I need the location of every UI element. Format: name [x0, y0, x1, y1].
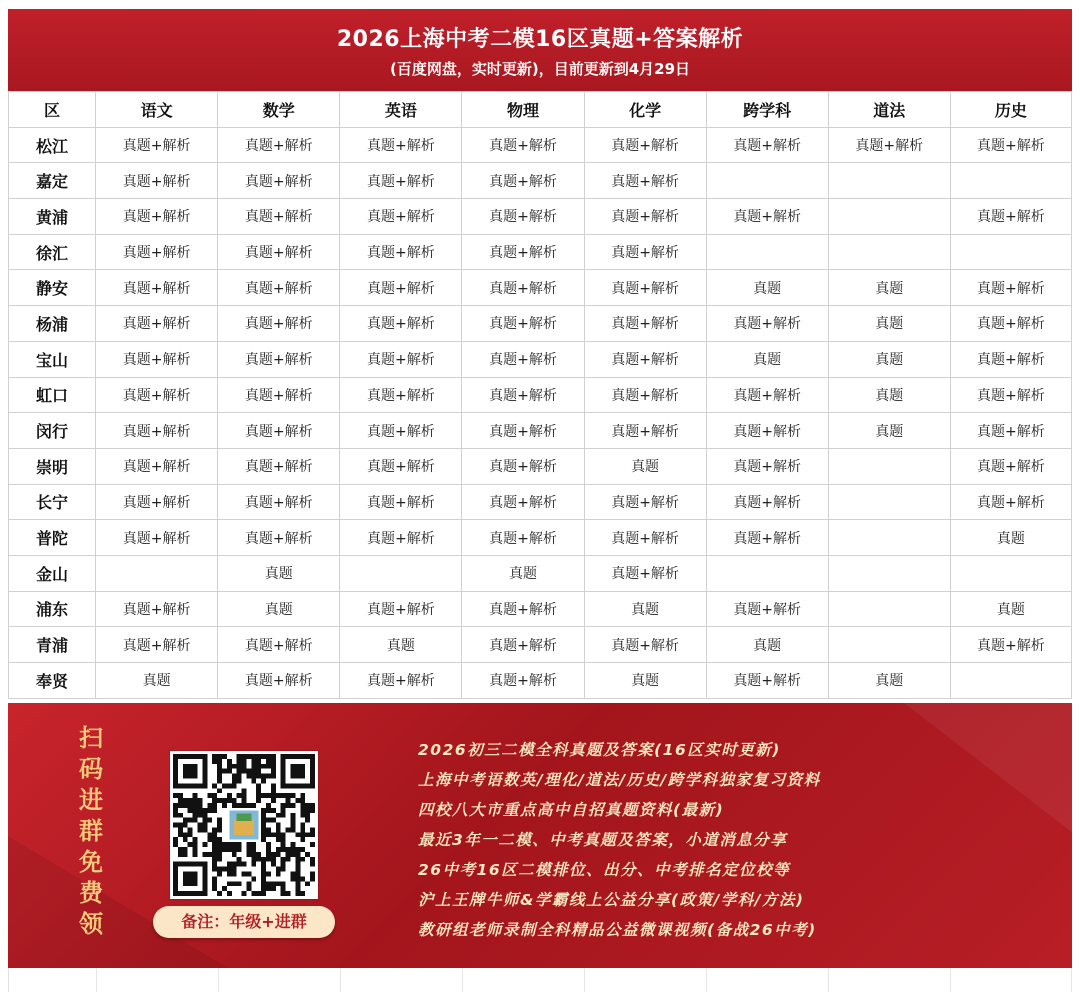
vertical-char: 码	[79, 755, 103, 783]
resource-cell: 真题+解析	[462, 234, 584, 270]
resource-cell: 真题+解析	[462, 341, 584, 377]
resource-cell: 真题+解析	[950, 127, 1071, 163]
header-banner	[8, 9, 1072, 91]
resource-cell: 真题+解析	[218, 413, 340, 449]
resource-cell: 真题+解析	[340, 306, 462, 342]
column-header: 道法	[828, 92, 950, 128]
resource-cell: 真题	[584, 448, 706, 484]
resource-cell: 真题+解析	[218, 234, 340, 270]
resource-cell: 真题+解析	[584, 484, 706, 520]
district-cell: 虹口	[9, 377, 96, 413]
resource-cell: 真题+解析	[706, 484, 828, 520]
resource-cell: 真题	[950, 520, 1071, 556]
resource-cell	[828, 591, 950, 627]
promo-line: 最近3年一二模、中考真题及答案，小道消息分享	[418, 831, 788, 849]
column-header: 跨学科	[706, 92, 828, 128]
poster-frame	[8, 9, 1072, 699]
resource-cell: 真题	[462, 555, 584, 591]
table-row	[9, 484, 1072, 520]
resource-cell: 真题+解析	[462, 413, 584, 449]
resource-cell: 真题+解析	[340, 270, 462, 306]
tail-divider	[950, 968, 951, 992]
resource-cell: 真题	[584, 663, 706, 699]
resource-cell: 真题	[828, 377, 950, 413]
resource-cell	[950, 663, 1071, 699]
table-row	[9, 520, 1072, 556]
resource-cell: 真题+解析	[218, 520, 340, 556]
resource-cell: 真题+解析	[584, 627, 706, 663]
resource-cell	[828, 234, 950, 270]
column-header-district: 区	[9, 92, 96, 128]
district-cell: 奉贤	[9, 663, 96, 699]
resource-cell	[706, 234, 828, 270]
resource-cell: 真题+解析	[584, 377, 706, 413]
resource-cell: 真题+解析	[218, 163, 340, 199]
resource-cell: 真题+解析	[584, 270, 706, 306]
resource-cell: 真题+解析	[96, 448, 218, 484]
district-cell: 浦东	[9, 591, 96, 627]
resource-cell	[340, 555, 462, 591]
resource-cell: 真题+解析	[340, 127, 462, 163]
resource-cell	[828, 199, 950, 235]
table-row	[9, 306, 1072, 342]
column-header: 语文	[96, 92, 218, 128]
resource-cell: 真题+解析	[340, 591, 462, 627]
exam-table	[8, 91, 1072, 699]
resource-cell: 真题	[706, 341, 828, 377]
resource-cell: 真题+解析	[706, 377, 828, 413]
resource-cell: 真题+解析	[950, 199, 1071, 235]
resource-cell: 真题+解析	[218, 663, 340, 699]
resource-cell: 真题+解析	[96, 627, 218, 663]
resource-cell: 真题+解析	[96, 127, 218, 163]
promo-lines	[418, 735, 1058, 945]
resource-cell: 真题+解析	[218, 484, 340, 520]
page-title: 2026上海中考二模16区真题+答案解析	[336, 27, 744, 52]
resource-cell	[828, 448, 950, 484]
table-row	[9, 234, 1072, 270]
resource-cell	[828, 555, 950, 591]
resource-cell: 真题+解析	[96, 270, 218, 306]
resource-cell: 真题	[706, 627, 828, 663]
resource-cell: 真题	[828, 341, 950, 377]
district-cell: 杨浦	[9, 306, 96, 342]
district-cell: 黄浦	[9, 199, 96, 235]
tail-divider	[1071, 968, 1072, 992]
resource-cell: 真题+解析	[96, 234, 218, 270]
resource-cell: 真题+解析	[706, 199, 828, 235]
resource-cell: 真题+解析	[462, 199, 584, 235]
resource-cell: 真题+解析	[340, 663, 462, 699]
table-row	[9, 163, 1072, 199]
vertical-char: 扫	[79, 724, 103, 752]
resource-cell	[950, 555, 1071, 591]
district-cell: 崇明	[9, 448, 96, 484]
resource-cell: 真题	[218, 555, 340, 591]
district-cell: 徐汇	[9, 234, 96, 270]
resource-cell: 真题+解析	[96, 341, 218, 377]
resource-cell: 真题	[96, 663, 218, 699]
table-row	[9, 448, 1072, 484]
resource-cell: 真题+解析	[218, 377, 340, 413]
resource-cell: 真题+解析	[462, 627, 584, 663]
resource-cell: 真题+解析	[218, 127, 340, 163]
vertical-char: 进	[79, 786, 103, 814]
resource-cell: 真题+解析	[340, 377, 462, 413]
resource-cell: 真题+解析	[218, 306, 340, 342]
vertical-char: 领	[79, 910, 103, 938]
resource-cell: 真题+解析	[828, 127, 950, 163]
resource-cell: 真题+解析	[584, 199, 706, 235]
page-subtitle: (百度网盘，实时更新)，目前更新到4月29日	[389, 60, 691, 78]
resource-cell: 真题	[828, 663, 950, 699]
resource-cell	[950, 234, 1071, 270]
promo-panel	[8, 703, 1072, 968]
resource-cell: 真题+解析	[706, 127, 828, 163]
promo-line: 26中考16区二模排位、出分、中考排名定位校等	[418, 861, 791, 879]
table-row	[9, 413, 1072, 449]
resource-cell: 真题+解析	[950, 341, 1071, 377]
district-cell: 嘉定	[9, 163, 96, 199]
resource-cell: 真题+解析	[218, 341, 340, 377]
resource-cell: 真题+解析	[584, 127, 706, 163]
table-row	[9, 555, 1072, 591]
resource-cell: 真题+解析	[340, 520, 462, 556]
column-header: 英语	[340, 92, 462, 128]
resource-cell	[828, 484, 950, 520]
resource-cell: 真题+解析	[218, 270, 340, 306]
tail-divider	[218, 968, 219, 992]
resource-cell: 真题+解析	[706, 591, 828, 627]
resource-cell: 真题+解析	[218, 627, 340, 663]
promo-line: 四校八大市重点高中自招真题资料(最新)	[418, 801, 725, 819]
resource-cell: 真题+解析	[340, 413, 462, 449]
resource-cell: 真题+解析	[462, 163, 584, 199]
tail-divider	[462, 968, 463, 992]
resource-cell: 真题+解析	[96, 413, 218, 449]
note-pill: 备注：年级+进群	[153, 906, 335, 938]
table-tail	[8, 968, 1073, 992]
resource-cell: 真题+解析	[462, 377, 584, 413]
table-row	[9, 663, 1072, 699]
tail-divider	[828, 968, 829, 992]
district-cell: 青浦	[9, 627, 96, 663]
resource-cell: 真题	[828, 270, 950, 306]
table-row	[9, 199, 1072, 235]
column-header: 历史	[950, 92, 1071, 128]
resource-cell: 真题+解析	[950, 270, 1071, 306]
tail-divider	[340, 968, 341, 992]
resource-cell: 真题+解析	[706, 520, 828, 556]
vertical-char: 免	[79, 848, 103, 876]
promo-line: 2026初三二模全科真题及答案(16区实时更新)	[418, 741, 781, 759]
resource-cell: 真题	[706, 270, 828, 306]
resource-cell: 真题	[828, 413, 950, 449]
resource-cell: 真题+解析	[584, 306, 706, 342]
district-cell: 金山	[9, 555, 96, 591]
resource-cell	[828, 163, 950, 199]
resource-cell: 真题+解析	[706, 448, 828, 484]
resource-cell: 真题+解析	[950, 377, 1071, 413]
column-header: 物理	[462, 92, 584, 128]
resource-cell: 真题+解析	[462, 127, 584, 163]
district-cell: 长宁	[9, 484, 96, 520]
resource-cell: 真题+解析	[584, 163, 706, 199]
tail-divider	[706, 968, 707, 992]
resource-cell: 真题+解析	[706, 306, 828, 342]
table-header-row	[9, 92, 1072, 128]
resource-cell: 真题+解析	[340, 341, 462, 377]
resource-cell: 真题+解析	[96, 306, 218, 342]
table-row	[9, 377, 1072, 413]
resource-cell: 真题	[218, 591, 340, 627]
resource-cell: 真题+解析	[950, 413, 1071, 449]
table-row	[9, 127, 1072, 163]
resource-cell	[828, 520, 950, 556]
resource-cell	[706, 555, 828, 591]
promo-line: 上海中考语数英/理化/道法/历史/跨学科独家复习资料	[418, 771, 821, 789]
resource-cell: 真题+解析	[462, 306, 584, 342]
resource-cell: 真题+解析	[462, 270, 584, 306]
resource-cell: 真题+解析	[96, 484, 218, 520]
resource-cell	[706, 163, 828, 199]
table-row	[9, 591, 1072, 627]
district-cell: 静安	[9, 270, 96, 306]
qr-code-icon[interactable]	[170, 751, 318, 899]
resource-cell	[828, 627, 950, 663]
vertical-char: 费	[79, 879, 103, 907]
promo-line: 教研组老师录制全科精品公益微课视频(备战26中考)	[418, 921, 817, 939]
resource-cell: 真题	[340, 627, 462, 663]
column-header: 化学	[584, 92, 706, 128]
resource-cell: 真题	[584, 591, 706, 627]
resource-cell: 真题	[828, 306, 950, 342]
resource-cell: 真题+解析	[462, 591, 584, 627]
resource-cell: 真题+解析	[462, 663, 584, 699]
resource-cell: 真题+解析	[706, 663, 828, 699]
tail-divider	[584, 968, 585, 992]
resource-cell: 真题+解析	[462, 520, 584, 556]
resource-cell: 真题	[950, 591, 1071, 627]
resource-cell: 真题+解析	[706, 413, 828, 449]
resource-cell: 真题+解析	[584, 341, 706, 377]
district-cell: 闵行	[9, 413, 96, 449]
district-cell: 普陀	[9, 520, 96, 556]
resource-cell: 真题+解析	[950, 448, 1071, 484]
resource-cell: 真题+解析	[218, 199, 340, 235]
resource-cell: 真题+解析	[462, 448, 584, 484]
resource-cell: 真题+解析	[584, 234, 706, 270]
resource-cell: 真题+解析	[218, 448, 340, 484]
resource-cell: 真题+解析	[340, 163, 462, 199]
table-row	[9, 270, 1072, 306]
table-row	[9, 627, 1072, 663]
resource-cell: 真题+解析	[584, 520, 706, 556]
resource-cell: 真题+解析	[340, 448, 462, 484]
vertical-char: 群	[79, 817, 103, 845]
resource-cell: 真题+解析	[950, 306, 1071, 342]
resource-cell	[96, 555, 218, 591]
tail-divider	[96, 968, 97, 992]
scan-qr-vertical-text	[74, 723, 108, 940]
resource-cell: 真题+解析	[96, 163, 218, 199]
table-body	[9, 127, 1072, 698]
resource-cell	[950, 163, 1071, 199]
resource-cell: 真题+解析	[96, 377, 218, 413]
resource-cell: 真题+解析	[96, 591, 218, 627]
district-cell: 宝山	[9, 341, 96, 377]
column-header: 数学	[218, 92, 340, 128]
resource-cell: 真题+解析	[584, 555, 706, 591]
resource-cell: 真题+解析	[340, 234, 462, 270]
district-cell: 松江	[9, 127, 96, 163]
resource-cell: 真题+解析	[96, 199, 218, 235]
resource-cell: 真题+解析	[462, 484, 584, 520]
resource-cell: 真题+解析	[950, 627, 1071, 663]
promo-line: 沪上王牌牛师&学霸线上公益分享(政策/学科/方法)	[418, 891, 805, 909]
resource-cell: 真题+解析	[96, 520, 218, 556]
resource-cell: 真题+解析	[340, 484, 462, 520]
resource-cell: 真题+解析	[584, 413, 706, 449]
table-row	[9, 341, 1072, 377]
resource-cell: 真题+解析	[950, 484, 1071, 520]
resource-cell: 真题+解析	[340, 199, 462, 235]
